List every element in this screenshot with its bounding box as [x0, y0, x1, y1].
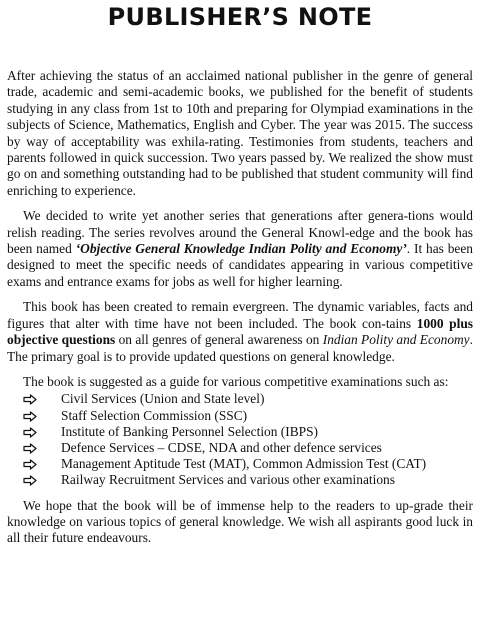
paragraph-content	[7, 299, 473, 365]
exam-list-item-label: Civil Services (Union and State level)	[61, 391, 265, 407]
question-count-highlight: 1000 plus objective questions	[7, 315, 473, 348]
paragraph-series-text-end: . It has been designed to meet the specific needs of candidates appearing in various competitive exams and entrance exams for jobs as well for higher learning.	[7, 241, 474, 289]
book-title: ‘Objective General Knowledge Indian Polity and Economy’	[75, 241, 407, 257]
arrow-right-icon	[23, 472, 61, 488]
exam-list-item-label: Defence Services – CDSE, NDA and other defence services	[61, 439, 382, 455]
arrow-right-icon	[23, 408, 61, 424]
paragraph-suggested: The book is suggested as a guide for various competitive examinations such as:	[23, 373, 449, 389]
subject-highlight: Indian Polity and Economy	[322, 332, 470, 348]
exam-list-item	[23, 408, 473, 424]
page-title: PUBLISHER’S NOTE	[107, 3, 373, 31]
exam-list	[7, 391, 473, 488]
note-body	[7, 68, 473, 547]
paragraph-series	[7, 208, 473, 290]
exam-list-item	[23, 456, 473, 472]
exam-list-item	[23, 472, 473, 488]
paragraph-content-text-mid: on all genres of general awareness on	[115, 332, 323, 348]
exam-list-item-label: Railway Recruitment Services and various other examinations	[61, 472, 395, 488]
exam-list-item	[23, 440, 473, 456]
exam-list-item	[23, 391, 473, 407]
arrow-right-icon	[23, 456, 61, 472]
exam-list-item-label: Institute of Banking Personnel Selection (IBPS)	[61, 423, 318, 439]
paragraph-content-text: This book has been created to remain evergreen. The dynamic variables, facts and figures that alter with time have not been included. The book con-tains	[7, 299, 473, 331]
exam-list-item-label: Management Aptitude Test (MAT), Common Admission Test (CAT)	[61, 456, 427, 472]
arrow-right-icon	[23, 440, 61, 456]
exam-list-item	[23, 424, 473, 440]
paragraph-series-text: We decided to write yet another series that generations after genera-tions would relish reading. The series revolves around the General Knowl-edge and the book has been named	[7, 208, 473, 257]
arrow-right-icon	[23, 391, 61, 407]
paragraph-intro: After achieving the status of an acclaimed national publisher in the genre of general trade, academic and semi-academic books, we published for the benefit of students studying in any class from 1st to 10th and preparing for Olympiad examinations in the subjects of Science, Mathematics, English and Cyber. The year was 2015. The success by way of acceptability was exhila-rating. Testimonies from students, teachers and parents followed in quick succession. Two years passed by. We realized the show must go on and something outstanding had to be published that student community will find enriching to experience.	[7, 68, 473, 198]
arrow-right-icon	[23, 424, 61, 440]
paragraph-closing: We hope that the book will be of immense help to the readers to up-grade their knowledge on various topics of general knowledge. We wish all aspirants good luck in all their future endeavours.	[7, 497, 473, 546]
document-page	[7, 0, 473, 547]
exam-list-item-label: Staff Selection Commission (SSC)	[61, 407, 248, 423]
paragraph-content-text-end: . The primary goal is to provide updated questions on general knowledge.	[7, 332, 473, 364]
